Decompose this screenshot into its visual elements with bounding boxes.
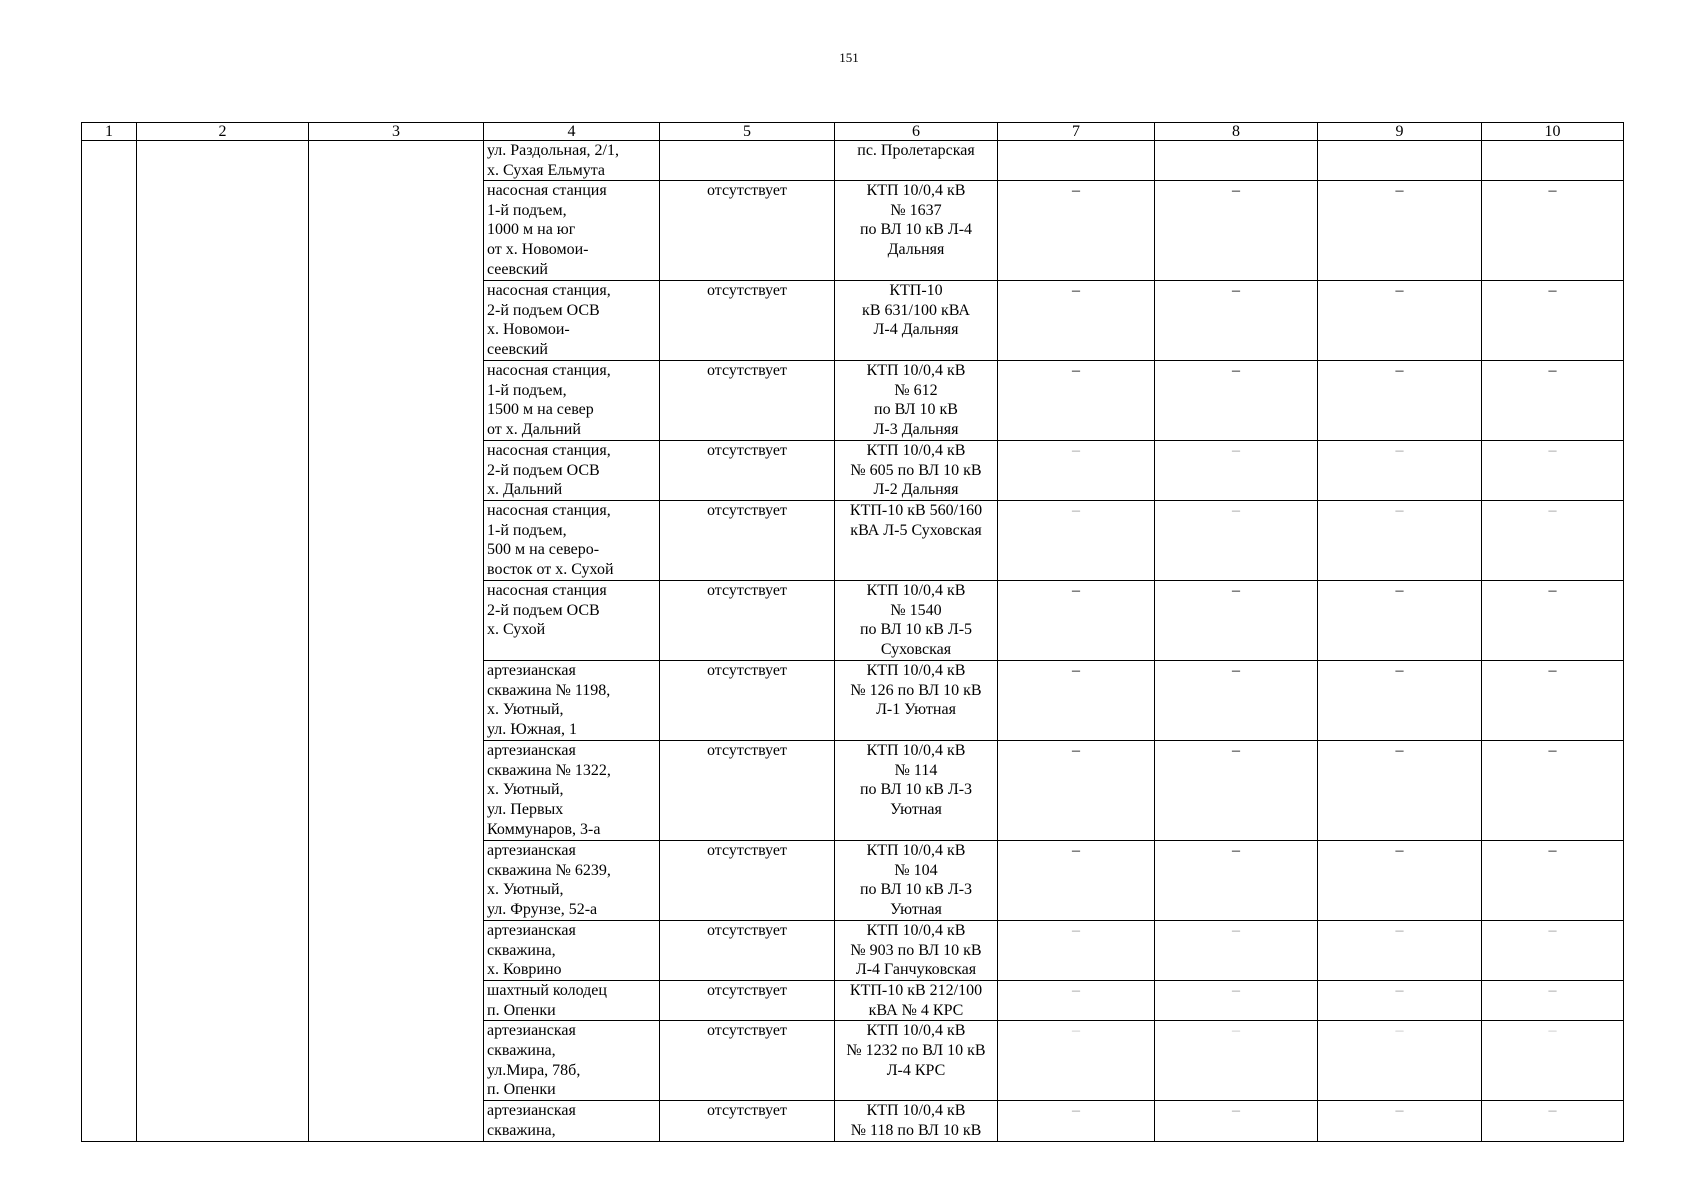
object-name-line: восток от х. Сухой [487,560,614,578]
object-name-line: х. Уютный, [487,781,564,799]
availability-cell: отсутствует [660,1021,835,1101]
substation-line: КТП-10 кВ 560/160 [849,502,983,520]
availability-cell: отсутствует [660,281,835,361]
object-name-line: артезианская [487,662,576,680]
object-name-line: насосная станция, [487,502,611,520]
col10-cell: – [1482,1101,1624,1142]
object-name-cell [484,501,660,581]
substation-line: КТП 10/0,4 кВ [866,662,966,680]
object-name-line: 1-й подъем, [487,201,567,219]
header-cell-10: 10 [1482,123,1624,141]
header-cell-8: 8 [1155,123,1318,141]
availability-cell: отсутствует [660,741,835,841]
object-name-line: скважина, [487,941,556,959]
header-cell-5: 5 [660,123,835,141]
header-row [82,123,1624,141]
object-name-cell [484,281,660,361]
col7-cell: – [998,281,1155,361]
col8-cell: – [1155,661,1318,741]
object-name-cell [484,841,660,921]
col10-cell: – [1482,981,1624,1021]
object-name-line: насосная станция, [487,282,611,300]
object-name-cell [484,181,660,281]
object-name-line: скважина № 1322, [487,761,611,779]
col7-cell: – [998,841,1155,921]
substation-line: КТП 10/0,4 кВ [866,582,966,600]
substation-cell [835,581,998,661]
availability-cell: отсутствует [660,581,835,661]
col8-cell: – [1155,741,1318,841]
empty-cell-col1 [82,141,137,1142]
object-name-line: х. Дальний [487,481,563,499]
substation-cell [835,281,998,361]
col7-cell: – [998,981,1155,1021]
col7-cell: – [998,1101,1155,1142]
object-name-line: ул. Первых [487,800,564,818]
availability-cell: отсутствует [660,501,835,581]
col7-cell: – [998,441,1155,501]
substation-line: Л-2 Дальняя [873,481,959,499]
object-name-cell [484,1101,660,1142]
substation-line: № 118 по ВЛ 10 кВ [850,1121,982,1139]
availability-cell: отсутствует [660,441,835,501]
substation-line: КТП 10/0,4 кВ [866,442,966,460]
col7-cell: – [998,741,1155,841]
header-cell-7: 7 [998,123,1155,141]
col8-cell: – [1155,581,1318,661]
substation-cell [835,921,998,981]
object-name-line: артезианская [487,842,576,860]
substation-line: КТП 10/0,4 кВ [866,922,966,940]
object-name-line: 1500 м на север [487,401,594,419]
substation-cell [835,361,998,441]
object-name-line: ул. Раздольная, 2/1, [487,142,619,159]
substation-cell [835,1021,998,1101]
availability-cell: отсутствует [660,661,835,741]
col9-cell: – [1318,741,1482,841]
substation-cell [835,441,998,501]
availability-cell: отсутствует [660,841,835,921]
page-number: 151 [839,50,859,65]
substation-line: № 903 по ВЛ 10 кВ [850,941,982,959]
object-name-line: х. Коврино [487,961,562,979]
substation-line: КТП 10/0,4 кВ [866,1022,966,1040]
object-name-cell [484,661,660,741]
col7-cell: – [998,501,1155,581]
availability-cell: отсутствует [660,1101,835,1142]
col7-cell: – [998,361,1155,441]
object-name-line: 2-й подъем ОСВ [487,601,600,619]
col8-cell: – [1155,981,1318,1021]
col9-cell: – [1318,581,1482,661]
object-name-line: артезианская [487,742,576,760]
substation-line: № 1637 [890,201,942,219]
col10-cell: – [1482,581,1624,661]
object-name-line: артезианская [487,1102,576,1120]
substation-line: кВ 631/100 кВА [862,301,970,319]
header-cell-2: 2 [137,123,309,141]
col7-cell: – [998,921,1155,981]
substation-cell [835,841,998,921]
empty-cell-col2 [137,141,309,1142]
object-name-line: насосная станция, [487,362,611,380]
object-name-line: ул. Южная, 1 [487,720,577,738]
object-name-line: скважина, [487,1121,556,1139]
object-name-line: 2-й подъем ОСВ [487,301,600,319]
substation-line: кВА № 4 КРС [868,1001,964,1019]
header-cell-9: 9 [1318,123,1482,141]
substation-line: КТП-10 кВ 212/100 [849,982,983,1000]
substation-line: по ВЛ 10 кВ Л-4 [859,221,973,239]
col10-cell: – [1482,501,1624,581]
col9-cell: – [1318,661,1482,741]
substation-line: № 114 [894,761,938,779]
availability-cell: отсутствует [660,981,835,1021]
col7-cell: – [998,661,1155,741]
substation-line: КТП 10/0,4 кВ [866,1102,966,1120]
object-name-line: х. Новомои- [487,321,570,339]
object-name-cell [484,1021,660,1101]
object-name-line: насосная станция, [487,442,611,460]
substation-cell [835,181,998,281]
col10-cell: – [1482,661,1624,741]
col9-cell: – [1318,921,1482,981]
object-name-line: ул.Мира, 78б, [487,1061,581,1079]
object-name-line: ул. Фрунзе, 52-а [487,900,598,918]
table-row [82,141,1624,181]
header-cell-1: 1 [82,123,137,141]
availability-cell: отсутствует [660,361,835,441]
object-name-line: насосная станция [487,182,607,200]
col10-cell: – [1482,281,1624,361]
col10-cell: – [1482,181,1624,281]
substation-line: Л-1 Уютная [876,701,956,719]
object-name-cell [484,141,660,181]
substation-line: № 1540 [890,601,942,619]
object-name-line: х. Сухая Ельмута [487,161,605,179]
col8-cell: – [1155,281,1318,361]
substation-cell [835,661,998,741]
substation-line: Л-4 КРС [886,1061,946,1079]
substation-line: КТП 10/0,4 кВ [866,182,966,200]
col9-cell: – [1318,361,1482,441]
object-name-line: 500 м на северо- [487,541,600,559]
substation-line: по ВЛ 10 кВ Л-3 [859,781,973,799]
col9-cell: – [1318,981,1482,1021]
object-name-line: 1-й подъем, [487,521,567,539]
col8-cell: – [1155,181,1318,281]
col10-cell [1482,141,1624,181]
col10-cell: – [1482,921,1624,981]
object-name-line: артезианская [487,1022,576,1040]
object-name-line: сеевский [487,260,548,278]
col7-cell: – [998,181,1155,281]
col8-cell: – [1155,441,1318,501]
data-table [81,122,1624,1142]
col9-cell: – [1318,501,1482,581]
substation-line: Л-4 Ганчуковская [855,961,977,979]
col9-cell [1318,141,1482,181]
object-name-line: сеевский [487,340,548,358]
col8-cell: – [1155,1021,1318,1101]
col8-cell: – [1155,361,1318,441]
object-name-line: шахтный колодец [487,982,607,1000]
object-name-line: скважина № 1198, [487,681,611,699]
col10-cell: – [1482,441,1624,501]
substation-cell [835,981,998,1021]
object-name-line: насосная станция [487,582,607,600]
col10-cell: – [1482,841,1624,921]
object-name-line: х. Уютный, [487,881,564,899]
col9-cell: – [1318,841,1482,921]
substation-line: КТП 10/0,4 кВ [866,842,966,860]
availability-cell [660,141,835,181]
substation-cell [835,141,998,181]
substation-line: Уютная [890,900,942,918]
object-name-line: п. Опенки [487,1001,556,1019]
object-name-cell [484,921,660,981]
substation-line: № 612 [894,381,938,399]
empty-cell-col3 [309,141,484,1142]
object-name-cell [484,441,660,501]
substation-line: КТП-10 [889,282,943,300]
object-name-line: х. Уютный, [487,701,564,719]
col8-cell: – [1155,1101,1318,1142]
object-name-cell [484,361,660,441]
substation-line: Л-3 Дальняя [873,420,959,438]
col10-cell: – [1482,361,1624,441]
object-name-cell [484,581,660,661]
col9-cell: – [1318,441,1482,501]
col7-cell: – [998,1021,1155,1101]
substation-line: Дальняя [887,240,945,258]
col10-cell: – [1482,741,1624,841]
object-name-cell [484,981,660,1021]
col9-cell: – [1318,1101,1482,1142]
object-name-line: 2-й подъем ОСВ [487,461,600,479]
col7-cell: – [998,581,1155,661]
object-name-line: скважина № 6239, [487,861,611,879]
substation-line: Л-4 Дальняя [873,321,959,339]
substation-line: № 1232 по ВЛ 10 кВ [846,1041,986,1059]
col9-cell: – [1318,1021,1482,1101]
availability-cell: отсутствует [660,181,835,281]
substation-line: № 104 [894,861,938,879]
object-name-line: скважина, [487,1041,556,1059]
substation-line: № 605 по ВЛ 10 кВ [850,461,982,479]
object-name-line: Коммунаров, 3-а [487,820,601,838]
object-name-line: от х. Новомои- [487,240,589,258]
header-cell-6: 6 [835,123,998,141]
object-name-line: артезианская [487,922,576,940]
table-body [82,123,1624,1142]
col8-cell: – [1155,841,1318,921]
substation-cell [835,741,998,841]
substation-cell [835,501,998,581]
col8-cell [1155,141,1318,181]
substation-cell [835,1101,998,1142]
substation-line: кВА Л-5 Суховская [850,521,982,539]
object-name-line: 1-й подъем, [487,381,567,399]
substation-line: Суховская [880,640,952,658]
substation-line: Уютная [890,800,942,818]
substation-line: КТП 10/0,4 кВ [866,362,966,380]
substation-line: по ВЛ 10 кВ Л-5 [859,621,973,639]
header-cell-4: 4 [484,123,660,141]
col8-cell: – [1155,501,1318,581]
substation-line: пс. Пролетарская [857,142,975,159]
col8-cell: – [1155,921,1318,981]
object-name-line: от х. Дальний [487,420,581,438]
col9-cell: – [1318,181,1482,281]
object-name-line: х. Сухой [487,621,546,639]
substation-line: № 126 по ВЛ 10 кВ [850,681,982,699]
object-name-line: п. Опенки [487,1081,556,1099]
col9-cell: – [1318,281,1482,361]
col7-cell [998,141,1155,181]
substation-line: по ВЛ 10 кВ Л-3 [859,881,973,899]
availability-cell: отсутствует [660,921,835,981]
substation-line: КТП 10/0,4 кВ [866,742,966,760]
header-cell-3: 3 [309,123,484,141]
object-name-line: 1000 м на юг [487,221,576,239]
substation-line: по ВЛ 10 кВ [874,401,958,419]
col10-cell: – [1482,1021,1624,1101]
object-name-cell [484,741,660,841]
